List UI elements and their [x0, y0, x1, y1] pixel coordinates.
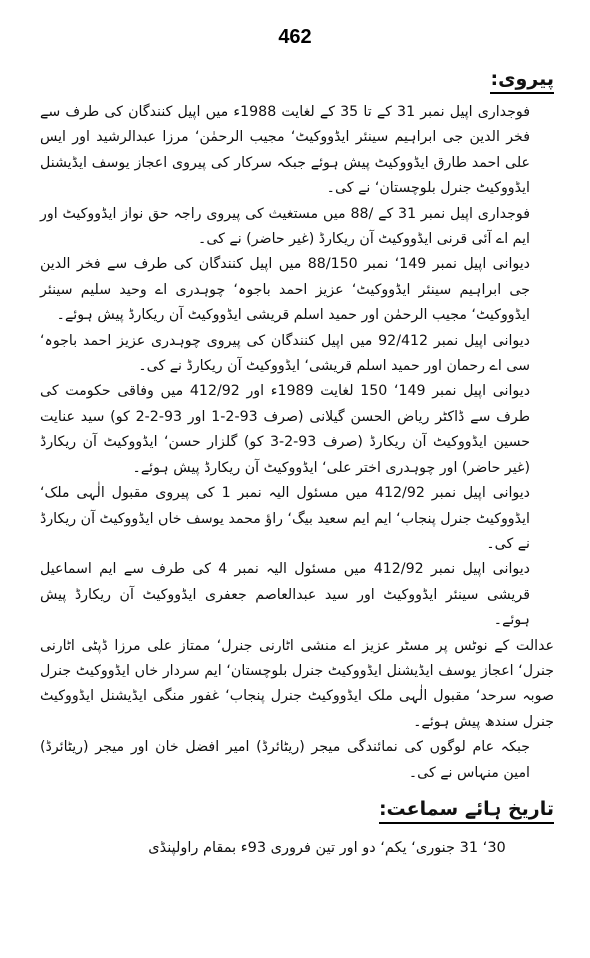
heading-wrap-appearance	[40, 68, 554, 100]
paragraph-respondent-4: دیوانی اپیل نمبر 412/92 میں مسئول الیہ نمبر 4 کی طرف سے ایم اسماعیل قریشی سینئر ایڈووکیٹ اور سید عبدالعاصم جعفری ایڈووکیٹ آن ریکارڈ پیش ہوئے۔	[40, 561, 530, 629]
paragraph-criminal-appeal-complainant: فوجداری اپیل نمبر 31 کے /88 میں مستغیث کی پیروی راجہ حق نواز ایڈووکیٹ اور ایم اے آئی قرنی ایڈووکیٹ آن ریکارڈ (غیر حاضر) نے کی۔	[40, 205, 530, 248]
page-content	[40, 68, 554, 861]
heading-appearance: پیروی:	[490, 68, 554, 94]
paragraph-public-representation: جبکہ عام لوگوں کی نمائندگی میجر (ریٹائرڈ) امیر افضل خان اور میجر (ریٹائرڈ) امین منہاس نے کی۔	[40, 739, 530, 781]
paragraph-court-notice: عدالت کے نوٹس پر مسٹر عزیز اے منشی اٹارنی جنرل‘ ممتاز علی مرزا ڈپٹی اٹارنی جنرل‘ اعجاز یوسف ایڈیشنل ایڈووکیٹ جنرل بلوچستان‘ ایم سردار خاں ایڈووکیٹ جنرل صوبہ سرحد‘ مقبول الٰہی ملک ایڈووکیٹ جنرل پنجاب‘ غفور منگی ایڈیشنل ایڈووکیٹ جنرل سندھ پیش ہوئے۔	[40, 637, 554, 730]
paragraph-federal-government: دیوانی اپیل نمبر 149‘ 150 لغایت 1989ء اور 412/92 میں وفاقی حکومت کی طرف سے ڈاکٹر ریاض الحسن گیلانی (صرف 93-2-1 اور 93-2-2 کو) سید عنایت حسین ایڈووکیٹ آن ریکارڈ (صرف 93-2-3 کو) گلزار حسن‘ ایڈووکیٹ آن ریکارڈ (غیر حاضر) اور چوہدری اختر علی‘ ایڈووکیٹ آن ریکارڈ پیش ہوئے۔	[40, 383, 531, 476]
heading-wrap-hearing-dates	[40, 798, 554, 830]
paragraph-criminal-appeal-appellants: فوجداری اپیل نمبر 31 کے تا 35 کے لغایت 1988ء میں اپیل کنندگان کی طرف سے فخر الدین جی ابراہیم سینئر ایڈووکیٹ‘ مجیب الرحمٰن‘ مرزا عبدالرشید اور ایس علی احمد طارق ایڈووکیٹ پیش ہوئے جبکہ سرکار کی پیروی اعجاز یوسف ایڈیشنل ایڈووکیٹ جنرل بلوچستان‘ نے کی۔	[40, 104, 530, 197]
heading-hearing-dates: تاریخ ہائے سماعت:	[379, 798, 554, 824]
paragraph-civil-appeal-412: دیوانی اپیل نمبر 92/412 میں اپیل کنندگان کی پیروی چوہدری عزیز احمد باجوہ‘ سی اے رحمان اور حمید اسلم قریشی‘ ایڈووکیٹ آن ریکارڈ نے کی۔	[40, 332, 530, 375]
paragraph-respondent-1: دیوانی اپیل نمبر 412/92 میں مسئول الیہ نمبر 1 کی پیروی مقبول الٰہی ملک‘ ایڈووکیٹ جنرل پنجاب‘ ایم ایم سعید بیگ‘ راؤ محمد یوسف خاں ایڈووکیٹ آن ریکارڈ نے کی۔	[40, 485, 531, 552]
hearing-dates-text: 30‘ 31 جنوری‘ یکم‘ دو اور تین فروری 93ء بمقام راولپنڈی	[148, 839, 506, 856]
page-number: 462	[278, 26, 312, 48]
paragraph-civil-appeal-149-150: دیوانی اپیل نمبر 149‘ نمبر 88/150 میں اپیل کنندگان کی طرف سے فخر الدین جی ابراہیم سینئر ایڈووکیٹ‘ عزیز احمد باجوہ‘ چوہدری اے وحید سلیم سینئر ایڈووکیٹ‘ مجیب الرحمٰن اور حمید اسلم قریشی ایڈووکیٹ آن ریکارڈ پیش ہوئے۔	[40, 256, 530, 324]
